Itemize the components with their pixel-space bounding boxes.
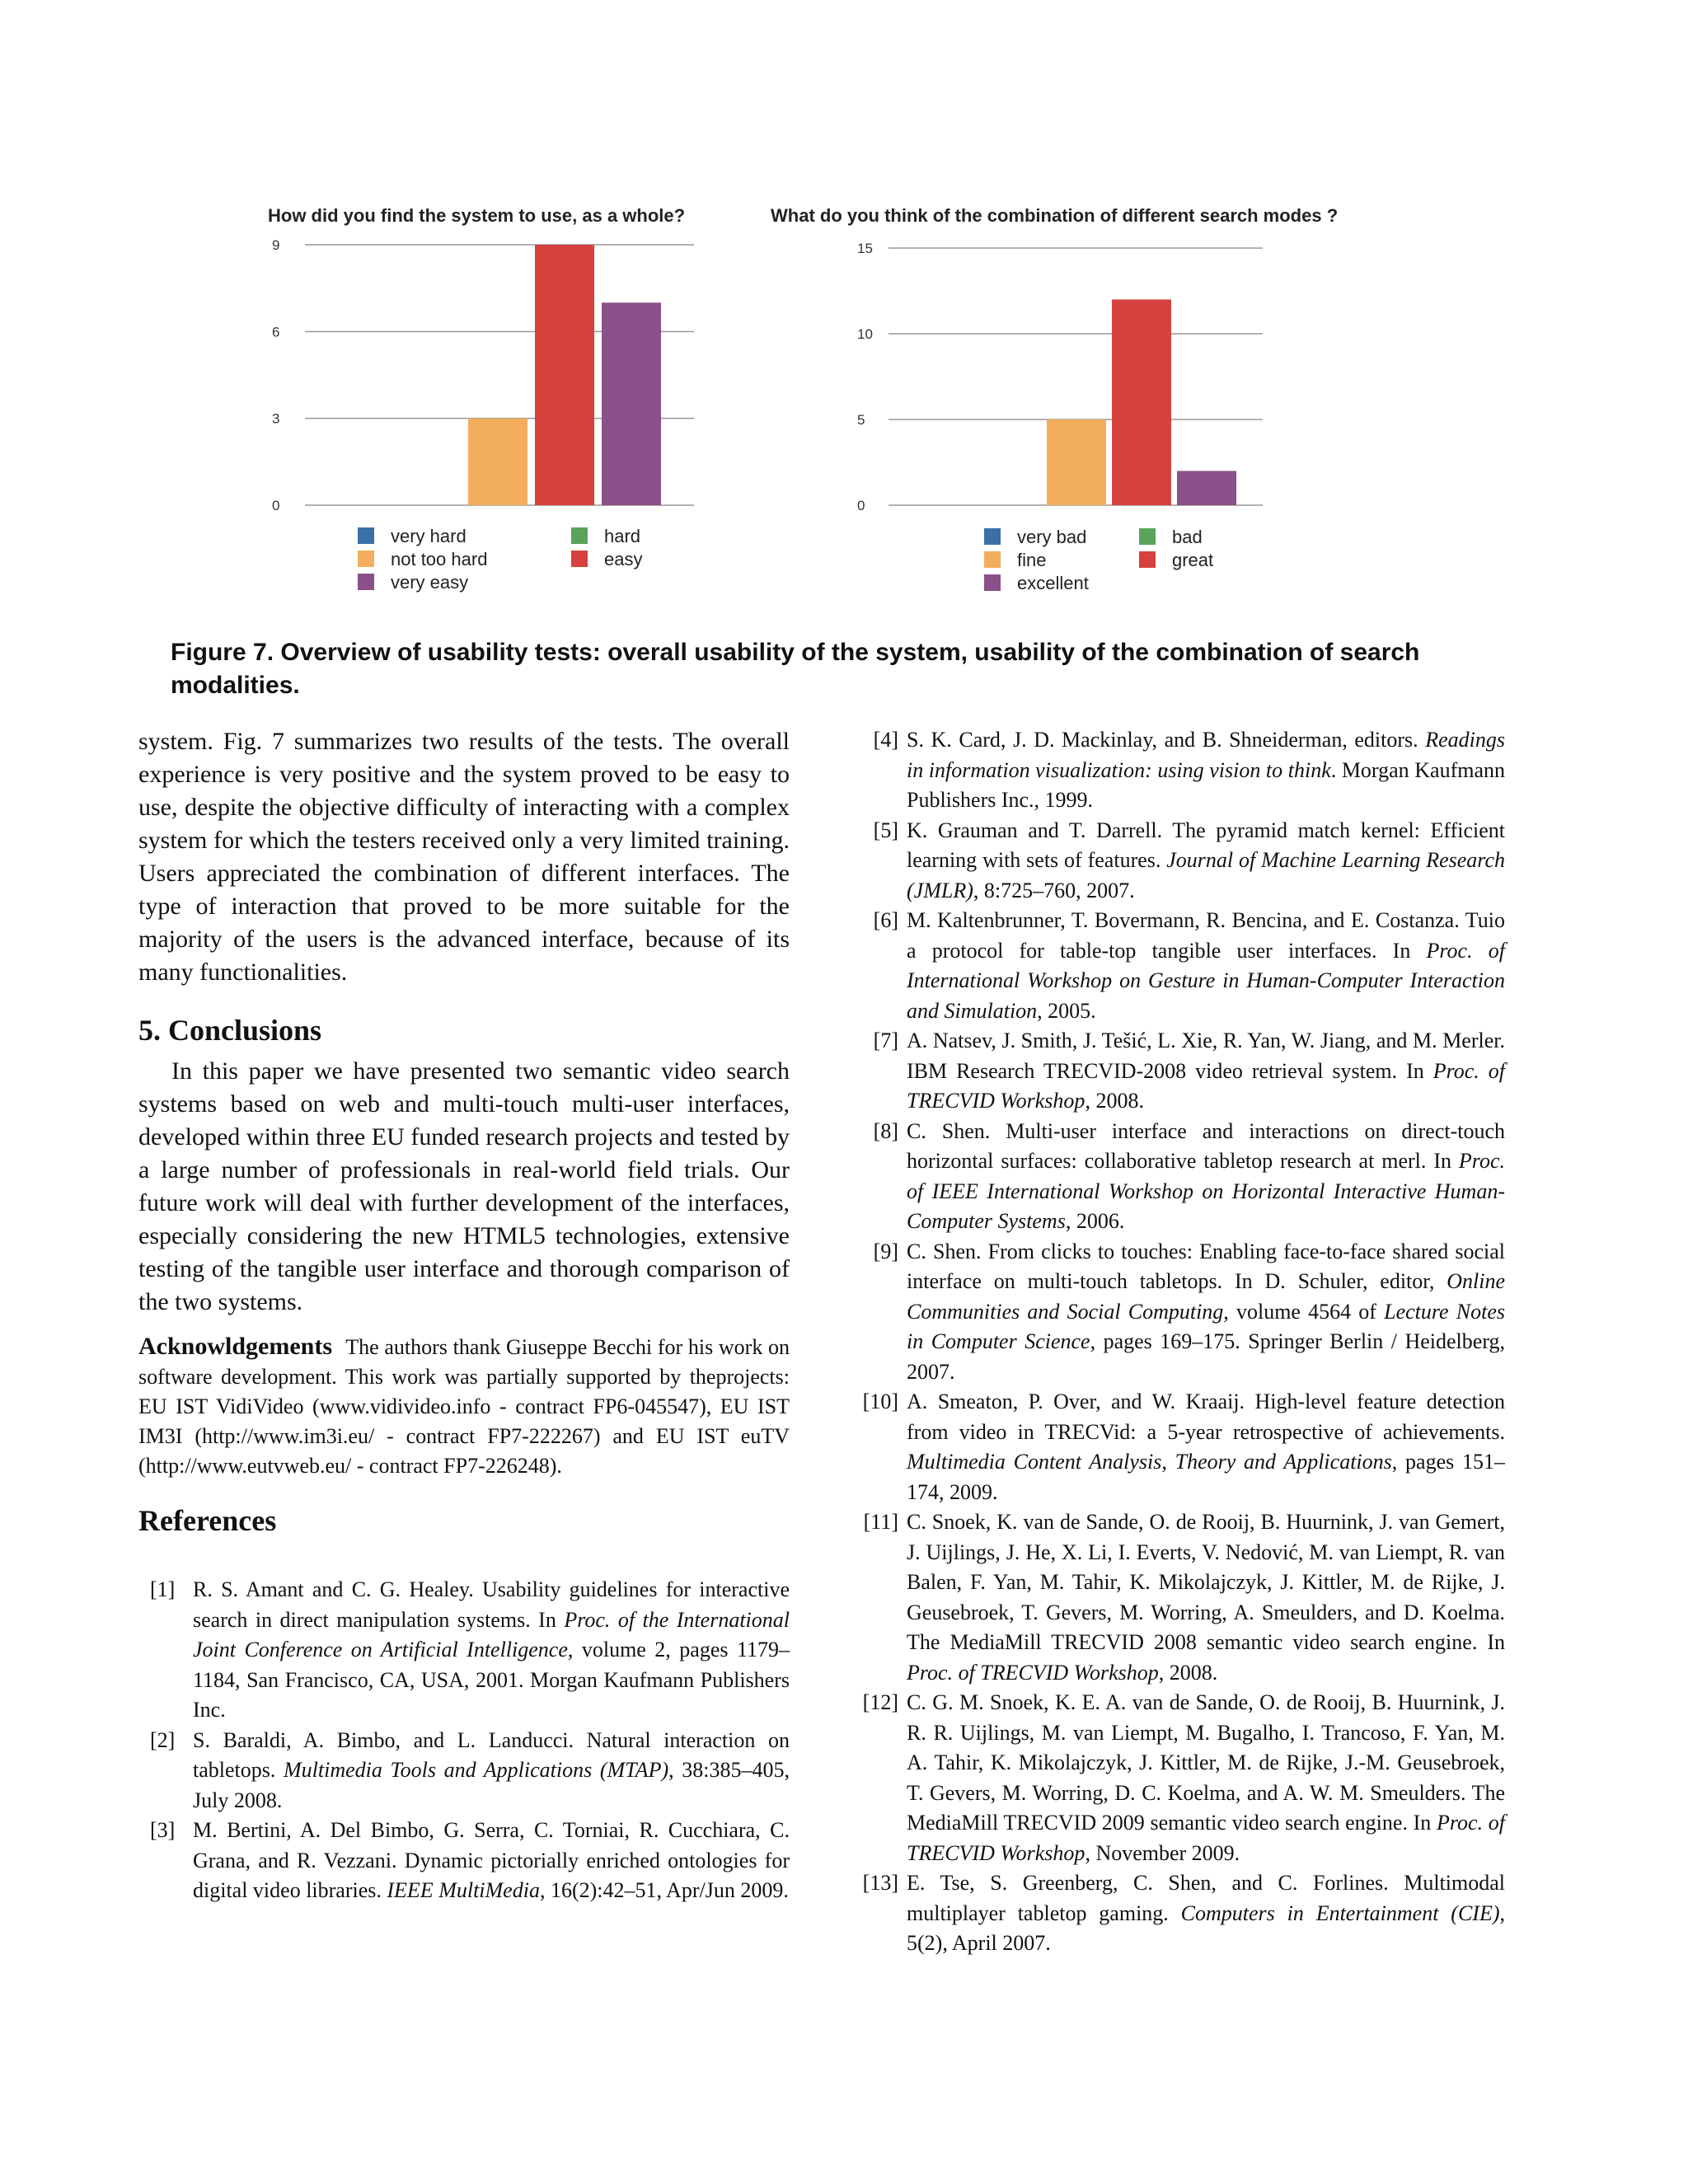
acknowledgements [138, 1332, 790, 1481]
reference-item [138, 1726, 790, 1816]
reference-number: [7] [873, 1029, 898, 1052]
legend-label: very bad [1017, 527, 1087, 547]
right-column [852, 725, 1505, 1959]
reference-text: E. Tse, S. Greenberg, C. Shen, and C. Forlines. Multimodal multiplayer tabletop gaming. [907, 1871, 1505, 1925]
reference-number: [4] [873, 728, 898, 752]
bar-very-easy [602, 302, 661, 505]
reference-venue: IEEE MultiMedia [387, 1878, 540, 1902]
reference-item [138, 1816, 790, 1906]
references-list-left [138, 1575, 790, 1906]
bar-not-too-hard [468, 419, 528, 505]
chart-overall-usability [264, 202, 725, 606]
legend-label: very easy [391, 572, 469, 593]
reference-number: [1] [150, 1577, 176, 1601]
reference-text: S. K. Card, J. D. Mackinlay, and B. Shneiderman, editors. [907, 728, 1426, 752]
reference-item [852, 1868, 1505, 1959]
y-tick-label: 3 [272, 410, 280, 427]
chart-overall-usability-svg [264, 202, 725, 606]
y-tick-label: 6 [272, 324, 280, 340]
reference-text: , 38:385–405, July 2008. [193, 1758, 790, 1812]
legend-label: hard [604, 526, 641, 546]
y-tick-label: 0 [272, 498, 280, 513]
results-paragraph: system. Fig. 7 summarizes two results of the tests. The overall experience is very positive and the system proved to be easy to use, despite the objective difficulty of interacting with a complex system for which the testers received only a very limited training. Users appreciated the combination of different interfaces. The type of interaction that proved to be more suitable for the majority of the users is the advanced interface, because of its many functionalities. [138, 728, 790, 986]
legend-swatch [358, 527, 374, 544]
reference-text: C. Snoek, K. van de Sande, O. de Rooij, B. Huurnink, J. van Gemert, J. Uijlings, J. He, X. Li, I. Everts, V. Nedović, M. van Liempt, R. van Balen, F. Yan, M. Tahir, K. Mikolajczyk, J. Kittler, M. de Rijke, J. Geusebroek, T. Gevers, M. Worring, A. Smeulders, and D. Koelma. The MediaMill TRECVID 2008 semantic video search engine. In [907, 1510, 1505, 1654]
reference-text: A. Natsev, J. Smith, J. Tešić, L. Xie, R. Yan, W. Jiang, and M. Merler. IBM Research TRECVID-2008 video retrieval system. In [907, 1029, 1505, 1083]
reference-text: C. Shen. Multi-user interface and interactions on direct-touch horizontal surfaces: collaborative tabletop research at merl. In [907, 1118, 1505, 1173]
reference-text: A. Smeaton, P. Over, and W. Kraaij. High-level feature detection from video in TRECVid: a 5-year retrospective of achievements. [907, 1390, 1505, 1444]
reference-venue: Readings in information visualization: using vision to think [907, 728, 1505, 782]
references-heading: References [138, 1504, 277, 1537]
legend-swatch [984, 551, 1001, 568]
chart-title: How did you find the system to use, as a whole? [268, 205, 686, 226]
legend-swatch [1139, 551, 1156, 568]
legend-swatch [358, 574, 374, 590]
reference-item [852, 906, 1505, 1026]
reference-venue: Journal of Machine Learning Research (JMLR) [907, 848, 1505, 902]
reference-text: M. Bertini, A. Del Bimbo, G. Serra, C. Torniai, R. Cucchiara, C. Grana, and R. Vezzani. Dynamic pictorially enriched ontologies for digital video libraries. [193, 1818, 790, 1902]
conclusions-paragraph: In this paper we have presented two semantic video search systems based on web and multi-touch multi-user interfaces, developed within three EU funded research projects and tested by a large number of professionals in real-world field trials. Our future work will deal with further development of the interfaces, especially considering the new HTML5 technologies, extensive testing of the tangible user interface and thorough comparison of the two systems. [138, 1057, 790, 1315]
reference-text: M. Kaltenbrunner, T. Bovermann, R. Bencina, and E. Costanza. Tuio a protocol for table-top tangible user interfaces. In [907, 908, 1505, 963]
reference-venue: Proc. of TRECVID Workshop [907, 1660, 1159, 1685]
reference-number: [3] [150, 1818, 176, 1842]
reference-venue: Computers in Entertainment (CIE) [1180, 1900, 1500, 1925]
legend-label: excellent [1017, 573, 1089, 593]
reference-item [852, 1387, 1505, 1507]
legend-swatch [571, 527, 588, 544]
reference-text: , pages 169–175. Springer Berlin / Heidelberg, 2007. [907, 1329, 1506, 1384]
reference-number: [8] [873, 1118, 898, 1143]
chart-search-modes [767, 202, 1393, 606]
legend-swatch [571, 551, 588, 567]
reference-text: R. S. Amant and C. G. Healey. Usability guidelines for interactive search in direct manipulation systems. In [193, 1577, 790, 1632]
reference-venue: Lecture Notes in Computer Science [907, 1299, 1505, 1353]
legend-label: great [1172, 550, 1214, 570]
reference-number: [2] [150, 1727, 176, 1752]
bar-excellent [1177, 471, 1236, 505]
acknowledgements-heading: Acknowldgements [138, 1333, 333, 1360]
bar-fine [1047, 419, 1106, 505]
reference-text: , 5(2), April 2007. [907, 1900, 1505, 1955]
legend-label: easy [604, 549, 643, 569]
legend-swatch [984, 574, 1001, 591]
legend-label: very hard [391, 526, 467, 546]
reference-venue: Proc. of the International Joint Conference on Artificial Intelligence [193, 1607, 790, 1661]
bar-easy [535, 245, 594, 505]
chart-search-modes-svg [767, 202, 1393, 606]
reference-item [852, 816, 1505, 907]
y-tick-label: 5 [857, 412, 865, 428]
reference-venue: Proc. of TRECVID Workshop [907, 1058, 1505, 1113]
legend-swatch [1139, 528, 1156, 545]
reference-venue: Multimedia Tools and Applications (MTAP) [284, 1758, 669, 1782]
y-tick-label: 10 [857, 326, 873, 342]
left-column [138, 725, 790, 1906]
reference-text: . Morgan Kaufmann Publishers Inc., 1999. [907, 757, 1505, 812]
reference-number: [13] [862, 1871, 898, 1895]
reference-text: K. Grauman and T. Darrell. The pyramid match kernel: Efficient learning with sets of features. [907, 818, 1505, 872]
y-tick-label: 9 [272, 237, 280, 253]
legend-swatch [984, 528, 1001, 545]
reference-text: C. G. M. Snoek, K. E. A. van de Sande, O. de Rooij, B. Huurnink, J. R. R. Uijlings, M. van Liempt, M. Bugalho, I. Trancoso, F. Yan, M. A. Tahir, K. Mikolajczyk, J. Kittler, M. de Rijke, J.-M. Geusebroek, T. Gevers, M. Worring, D. C. Koelma, and A. W. M. Smeulders. The MediaMill TRECVID 2009 semantic video search engine. In [907, 1690, 1505, 1835]
reference-number: [11] [863, 1510, 898, 1534]
bar-great [1112, 299, 1171, 505]
reference-text: C. Shen. From clicks to touches: Enabling face-to-face shared social interface on multi-touch tabletops. In D. Schuler, editor, [907, 1239, 1505, 1293]
chart-title: What do you think of the combination of different search modes ? [771, 205, 1339, 226]
reference-text: , 16(2):42–51, Apr/Jun 2009. [539, 1878, 789, 1902]
reference-number: [6] [873, 908, 898, 932]
reference-number: [12] [862, 1690, 898, 1714]
reference-number: [10] [862, 1390, 898, 1413]
legend-swatch [358, 551, 374, 567]
reference-text: S. Baraldi, A. Bimbo, and L. Landucci. Natural interaction on tabletops. [193, 1727, 790, 1782]
y-tick-label: 15 [857, 241, 873, 256]
reference-text: , 2008. [1085, 1089, 1144, 1113]
reference-item [138, 1575, 790, 1726]
reference-venue: Multimedia Content Analysis, Theory and Applications [907, 1450, 1392, 1474]
reference-text: , volume 2, pages 1179–1184, San Francisco, CA, USA, 2001. Morgan Kaufmann Publishers Inc. [193, 1638, 790, 1722]
reference-number: [9] [873, 1239, 898, 1263]
reference-venue: Online Communities and Social Computing [907, 1269, 1505, 1324]
y-tick-label: 0 [857, 498, 865, 513]
reference-item [852, 725, 1505, 816]
reference-text: , 2005. [1037, 998, 1096, 1023]
reference-text: , 2006. [1065, 1209, 1125, 1233]
reference-item [852, 1688, 1505, 1868]
reference-venue: Proc. of IEEE International Workshop on Horizontal Interactive Human-Computer Systems [907, 1149, 1505, 1233]
legend-label: fine [1017, 550, 1047, 570]
reference-text: , November 2009. [1085, 1840, 1240, 1865]
reference-item [852, 1117, 1505, 1237]
reference-text: , 8:725–760, 2007. [973, 878, 1135, 902]
reference-item [852, 1507, 1505, 1688]
reference-text: , 2008. [1158, 1660, 1218, 1685]
reference-text: , pages 151–174, 2009. [907, 1450, 1505, 1504]
reference-number: [5] [873, 818, 898, 842]
reference-venue: Proc. of International Workshop on Gesture in Human-Computer Interaction and Simulation [907, 938, 1505, 1023]
references-list-right [852, 725, 1505, 1959]
conclusions-heading: 5. Conclusions [138, 1014, 322, 1047]
reference-item [852, 1237, 1505, 1388]
reference-venue: Proc. of TRECVID Workshop [907, 1811, 1505, 1865]
legend-label: bad [1172, 527, 1203, 547]
figure-caption: Figure 7. Overview of usability tests: overall usability of the system, usability of the combination of search modalities. [171, 639, 1420, 699]
reference-text: , volume 4564 of [1223, 1299, 1385, 1324]
legend-label: not too hard [391, 549, 488, 569]
acknowledgements-text: The authors thank Giuseppe Becchi for his work on software development. This work was partially supported by theprojects: EU IST VidiVideo (www.vidivideo.info - contract FP6-045547), EU IST IM3I (http://www.im3i.eu/ - contract FP7-222267) and EU IST euTV (http://www.eutvweb.eu/ - contract FP7-226248). [138, 1335, 790, 1478]
reference-item [852, 1026, 1505, 1117]
